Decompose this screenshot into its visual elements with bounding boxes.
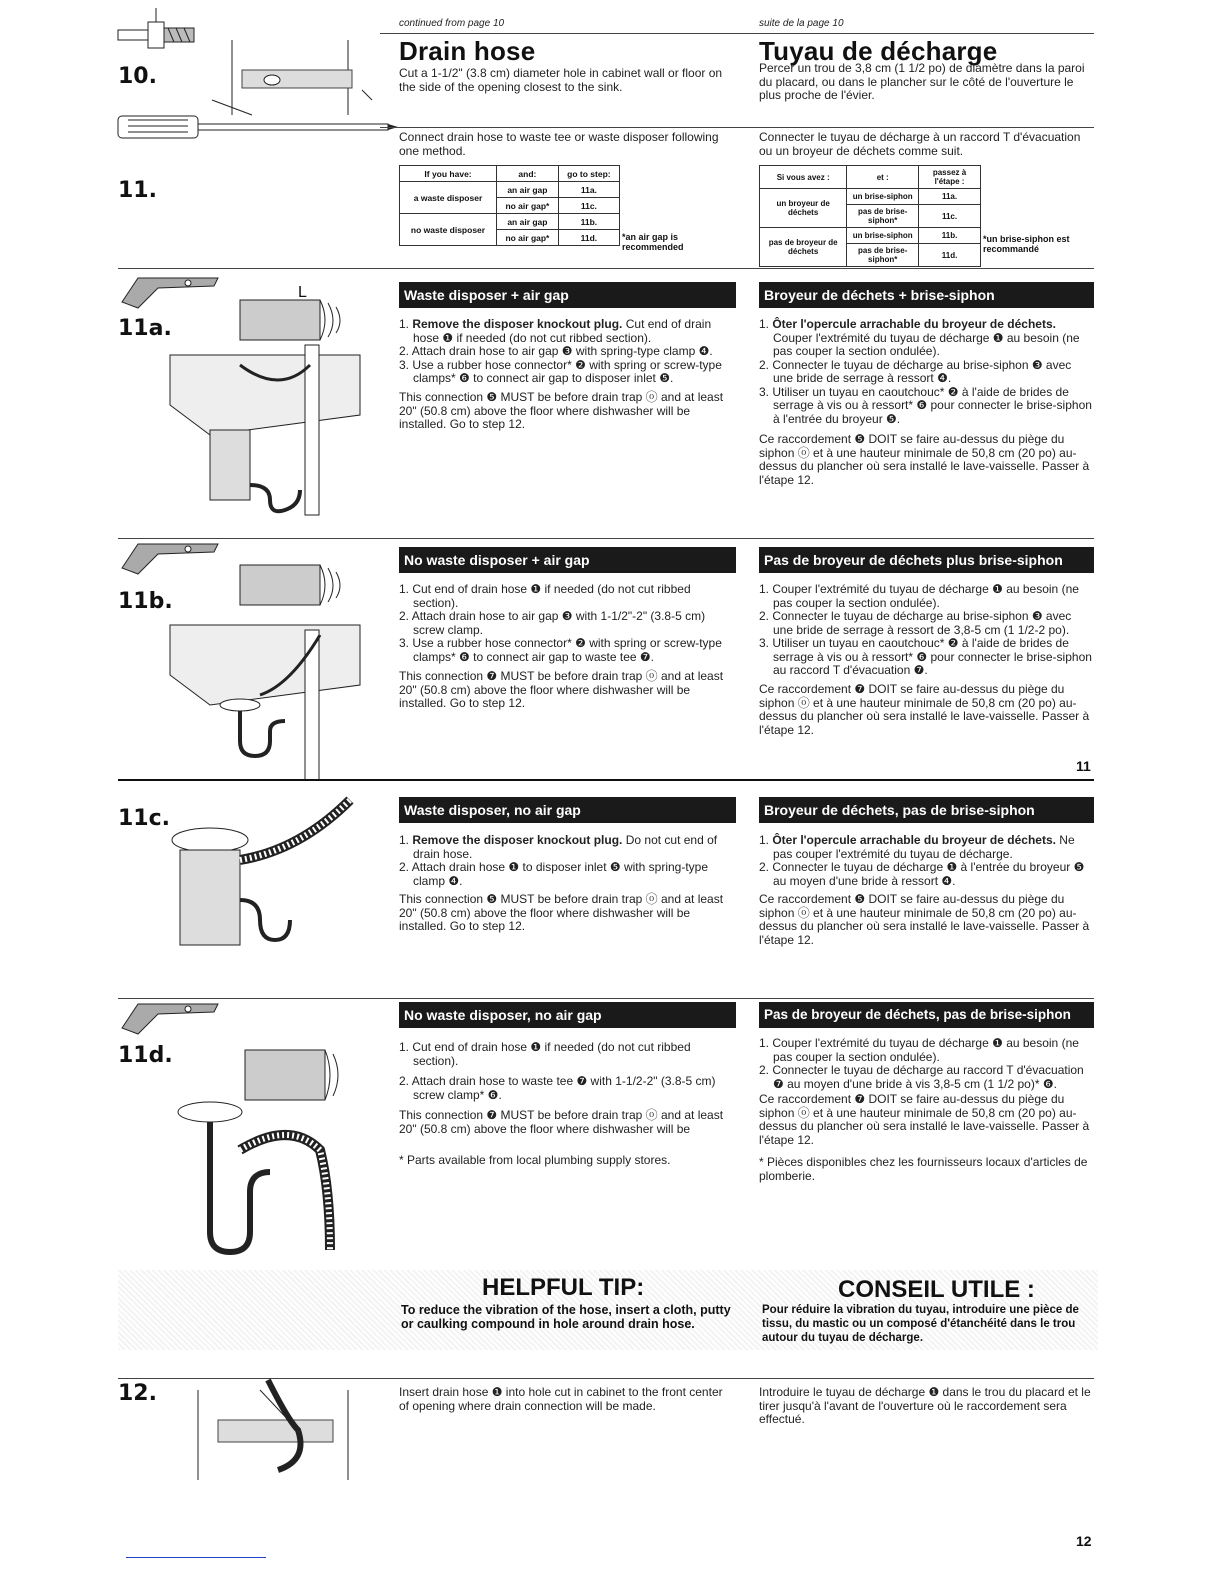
step-number-11c: 11c. <box>118 806 171 831</box>
step-number-11a: 11a. <box>118 316 172 341</box>
step11d-list-en <box>399 1041 734 1102</box>
helpful-tip-body: To reduce the vibration of the hose, insert a cloth, putty or caulking compound in hole around drain hose. <box>401 1303 731 1331</box>
hose-insert-illustration <box>198 1380 358 1480</box>
list-item: 2. Attach drain hose to air gap ❸ with spring-type clamp ❹. <box>399 344 713 358</box>
helpful-tip-title: HELPFUL TIP: <box>482 1274 645 1301</box>
section-bar-disposer-no-air-gap-en: Waste disposer, no air gap <box>396 797 736 823</box>
table-header: go to step: <box>558 166 619 182</box>
list-item: 2. Connecter le tuyau de décharge au brise-siphon ❸ avec une bride de serrage à ressort de 3,8-5 cm (1 1/2-2 po). <box>759 609 1072 637</box>
step11c-note-fr: Ce raccordement ❺ DOIT se faire au-dessus du piège du siphon ⓞ et à une hauteur minimale de 50,8 cm (20 po) au-dessus du plancher où sera installé le lave-vaisselle. Passer à l'étape 12. <box>759 892 1090 947</box>
continued-note-fr: suite de la page 10 <box>759 18 844 29</box>
step11b-note-en: This connection ❼ MUST be before drain trap ⓞ and at least 20" (50.8 cm) above the floor where dishwasher will be installed. Go to step 12. <box>399 669 724 710</box>
section-rule-11a <box>118 268 1094 269</box>
continued-note-en: continued from page 10 <box>399 18 505 29</box>
list-item: 1. Ôter l'opercule arrachable du broyeur de déchets. Ne pas couper l'extrémité du tuyau de décharge. <box>759 833 1075 861</box>
table-cell: no air gap* <box>497 198 559 214</box>
list-item: 1. Remove the disposer knockout plug. Do not cut end of drain hose. <box>399 833 718 861</box>
no-disposer-air-gap-illustration <box>150 555 375 780</box>
step11d-list-fr <box>759 1037 1094 1091</box>
table-cell: 11d. <box>919 244 981 267</box>
table-cell: un broyeur de déchets <box>760 189 847 228</box>
conseil-utile-body: Pour réduire la vibration du tuyau, introduire une pièce de tissu, du mastic ou un composé d'étanchéité dans le trou autour du tuyau de décharge. <box>762 1304 1079 1344</box>
list-item: 2. Attach drain hose to waste tee ❼ with 1-1/2-2" (3.8-5 cm) screw clamp* ❻. <box>399 1074 716 1102</box>
section-bar-no-disposer-air-gap-fr: Pas de broyeur de déchets plus brise-siphon <box>756 547 1094 573</box>
step-number-10: 10. <box>118 64 157 89</box>
page-number-12: 12 <box>1076 1533 1092 1549</box>
section-bar-no-disposer-air-gap-en: No waste disposer + air gap <box>396 547 736 573</box>
table-cell: 11d. <box>558 230 619 246</box>
list-item: 3. Utiliser un tuyau en caoutchouc* ❷ à l'aide de brides de serrage à vis ou à ressort* ❻ pour connecter le brise-siphon à l'entrée du broyeur ❺. <box>759 384 1092 426</box>
step12-body-fr: Introduire le tuyau de décharge ❶ dans le trou du placard et le tirer jusqu'à l'avant de l'ouverture où le raccordement sera effectué. <box>759 1385 1091 1426</box>
step11-intro-en: Connect drain hose to waste tee or waste disposer following one method. <box>399 130 719 158</box>
section-bar-no-disposer-no-air-gap-en: No waste disposer, no air gap <box>396 1002 736 1028</box>
drill-bit-illustration <box>118 8 208 68</box>
step11a-note-en: This connection ❺ MUST be before drain trap ⓞ and at least 20" (50.8 cm) above the floor where dishwasher will be installed. Go to step 12. <box>399 390 724 431</box>
parts-footnote-en: * Parts available from local plumbing supply stores. <box>399 1153 671 1167</box>
table-header: If you have: <box>400 166 497 182</box>
list-item: 1. Ôter l'opercule arrachable du broyeur de déchets. Couper l'extrémité du tuyau de décharge ❶ au besoin (ne pas couper la section ondulée). <box>759 317 1080 358</box>
table-cell: 11b. <box>558 214 619 230</box>
table-cell: no air gap* <box>497 230 559 246</box>
section-rule-12 <box>118 1378 1094 1379</box>
section-bar-waste-disposer-air-gap-fr: Broyeur de déchets + brise-siphon <box>756 282 1094 308</box>
list-item: 2. Connecter le tuyau de décharge au raccord T d'évacuation ❼ au moyen d'une bride à vis 3,8-5 cm (1 1/2 po)* ❻. <box>759 1063 1084 1091</box>
table-cell: no waste disposer <box>400 214 497 246</box>
bottom-link-rule <box>126 1557 266 1558</box>
section-rule-11b <box>118 538 1094 539</box>
title-drain-hose: Drain hose <box>399 36 536 66</box>
table-cell: pas de brise-siphon* <box>847 205 919 228</box>
cabinet-hole-illustration-10 <box>212 40 372 120</box>
top-rule <box>380 33 1094 34</box>
table-header: et : <box>847 166 919 189</box>
step10-body-fr: Percer un trou de 3,8 cm (1 1/2 po) de diamètre dans la paroi du placard, ou dans le plancher sur le côté de l'ouverture le plus proche de l'évier. <box>759 61 1085 102</box>
table-cell: 11c. <box>919 205 981 228</box>
table-cell: 11c. <box>558 198 619 214</box>
parts-footnote-fr: * Pièces disponibles chez les fournisseurs locaux d'articles de plomberie. <box>759 1155 1088 1183</box>
table-cell: 11a. <box>558 182 619 198</box>
step11c-list-en <box>399 834 734 888</box>
list-item: 1. Couper l'extrémité du tuyau de décharge ❶ au besoin (ne pas couper la section ondulée). <box>759 1036 1079 1064</box>
step11c-note-en: This connection ❺ MUST be before drain trap ⓞ and at least 20" (50.8 cm) above the floor where dishwasher will be installed. Go to step 12. <box>399 892 724 933</box>
step11d-note-fr: Ce raccordement ❼ DOIT se faire au-dessus du piège du siphon ⓞ et à une hauteur minimale de 50,8 cm (20 po) au-dessus du plancher où sera installé le lave-vaisselle. Passer à l'étape 12. <box>759 1092 1090 1147</box>
table-header: passez à l'étape : <box>919 166 981 189</box>
page-number-11: 11 <box>1076 758 1091 774</box>
list-item: 2. Attach drain hose ❶ to disposer inlet ❺ with spring-type clamp ❹. <box>399 860 709 888</box>
table-cell: an air gap <box>497 214 559 230</box>
method-table-en <box>399 165 620 246</box>
list-item: 2. Connecter le tuyau de décharge ❶ à l'entrée du broyeur ❺ au moyen d'une bride à ressort ❹. <box>759 860 1085 888</box>
page-break-rule <box>118 779 1094 781</box>
list-item: 3. Utiliser un tuyau en caoutchouc* ❷ à l'aide de brides de serrage à vis ou à ressort* ❻ pour connecter le brise-siphon au raccord T d'évacuation ❼. <box>759 636 1092 677</box>
table-note-fr: *un brise-siphon est recommandé <box>983 234 1070 254</box>
screwdriver-illustration <box>118 112 398 142</box>
step11-rule <box>380 127 1094 128</box>
method-table-fr <box>759 165 981 267</box>
disposer-no-air-gap-illustration <box>170 800 370 975</box>
step11-intro-fr: Connecter le tuyau de décharge à un raccord T d'évacuation ou un broyeur de déchets comme suit. <box>759 130 1081 158</box>
table-cell: pas de brise-siphon* <box>847 244 919 267</box>
step11b-list-fr <box>759 583 1094 678</box>
step11a-list-fr <box>759 318 1094 426</box>
callout-l: L <box>298 284 307 301</box>
table-cell: un brise-siphon <box>847 228 919 244</box>
no-disposer-no-air-gap-illustration <box>170 1050 380 1260</box>
list-item: 3. Use a rubber hose connector* ❷ with spring or screw-type clamps* ❻ to connect air gap to waste tee ❼. <box>399 636 722 664</box>
step11a-note-fr: Ce raccordement ❺ DOIT se faire au-dessus du piège du siphon ⓞ et à une hauteur minimale de 50,8 cm (20 po) au-dessus du plancher où sera installé le lave-vaisselle. Passer à l'étape 12. <box>759 432 1090 487</box>
step11d-note-en: This connection ❼ MUST be before drain trap ⓞ and at least 20" (50.8 cm) above the floor where dishwasher will be <box>399 1108 724 1136</box>
step10-body-en: Cut a 1-1/2" (3.8 cm) diameter hole in cabinet wall or floor on the side of the opening closest to the sink. <box>399 66 723 94</box>
list-item: 3. Use a rubber hose connector* ❷ with spring or screw-type clamps* ❻ to connect air gap to disposer inlet ❺. <box>399 357 722 385</box>
disposer-air-gap-illustration <box>150 285 375 515</box>
step-number-11b: 11b. <box>118 589 173 614</box>
table-cell: an air gap <box>497 182 559 198</box>
list-item: 1. Couper l'extrémité du tuyau de décharge ❶ au besoin (ne pas couper la section ondulée). <box>759 582 1079 610</box>
step11c-list-fr <box>759 834 1094 888</box>
title-tuyau-de-decharge: Tuyau de décharge <box>759 36 998 66</box>
list-item: 1. Cut end of drain hose ❶ if needed (do not cut ribbed section). <box>399 1040 691 1068</box>
step-number-12: 12. <box>118 1381 157 1406</box>
section-rule-11d <box>118 998 1094 999</box>
step11b-note-fr: Ce raccordement ❼ DOIT se faire au-dessus du piège du siphon ⓞ et à une hauteur minimale de 50,8 cm (20 po) au-dessus du plancher où sera installé le lave-vaisselle. Passer à l'étape 12. <box>759 682 1090 737</box>
step-number-11d: 11d. <box>118 1043 173 1068</box>
table-cell: un brise-siphon <box>847 189 919 205</box>
list-item: 1. Remove the disposer knockout plug. Cut end of drain hose ❶ if needed (do not cut ribbed section). <box>399 317 712 345</box>
step11b-list-en <box>399 583 734 664</box>
table-cell: 11a. <box>919 189 981 205</box>
step-number-11: 11. <box>118 178 157 203</box>
step11a-list-en <box>399 318 734 386</box>
table-header: and: <box>497 166 559 182</box>
section-bar-disposer-no-air-gap-fr: Broyeur de déchets, pas de brise-siphon <box>756 797 1094 823</box>
table-cell: pas de broyeur de déchets <box>760 228 847 267</box>
list-item: 2. Connecter le tuyau de décharge au brise-siphon ❸ avec une bride de serrage à ressort ❹. <box>759 357 1072 385</box>
section-bar-no-disposer-no-air-gap-fr: Pas de broyeur de déchets, pas de brise-siphon <box>756 1002 1094 1028</box>
table-note-en: *an air gap is recommended <box>622 232 684 252</box>
conseil-utile-title: CONSEIL UTILE : <box>838 1276 1035 1303</box>
table-header: Si vous avez : <box>760 166 847 189</box>
knife-icon <box>118 998 228 1038</box>
list-item: 1. Cut end of drain hose ❶ if needed (do not cut ribbed section). <box>399 582 691 610</box>
list-item: 2. Attach drain hose to air gap ❸ with 1-1/2"-2" (3.8-5 cm) screw clamp. <box>399 609 706 637</box>
step12-body-en: Insert drain hose ❶ into hole cut in cabinet to the front center of opening where drain connection will be made. <box>399 1385 723 1413</box>
section-bar-waste-disposer-air-gap-en: Waste disposer + air gap <box>396 282 736 308</box>
table-cell: 11b. <box>919 228 981 244</box>
table-cell: a waste disposer <box>400 182 497 214</box>
